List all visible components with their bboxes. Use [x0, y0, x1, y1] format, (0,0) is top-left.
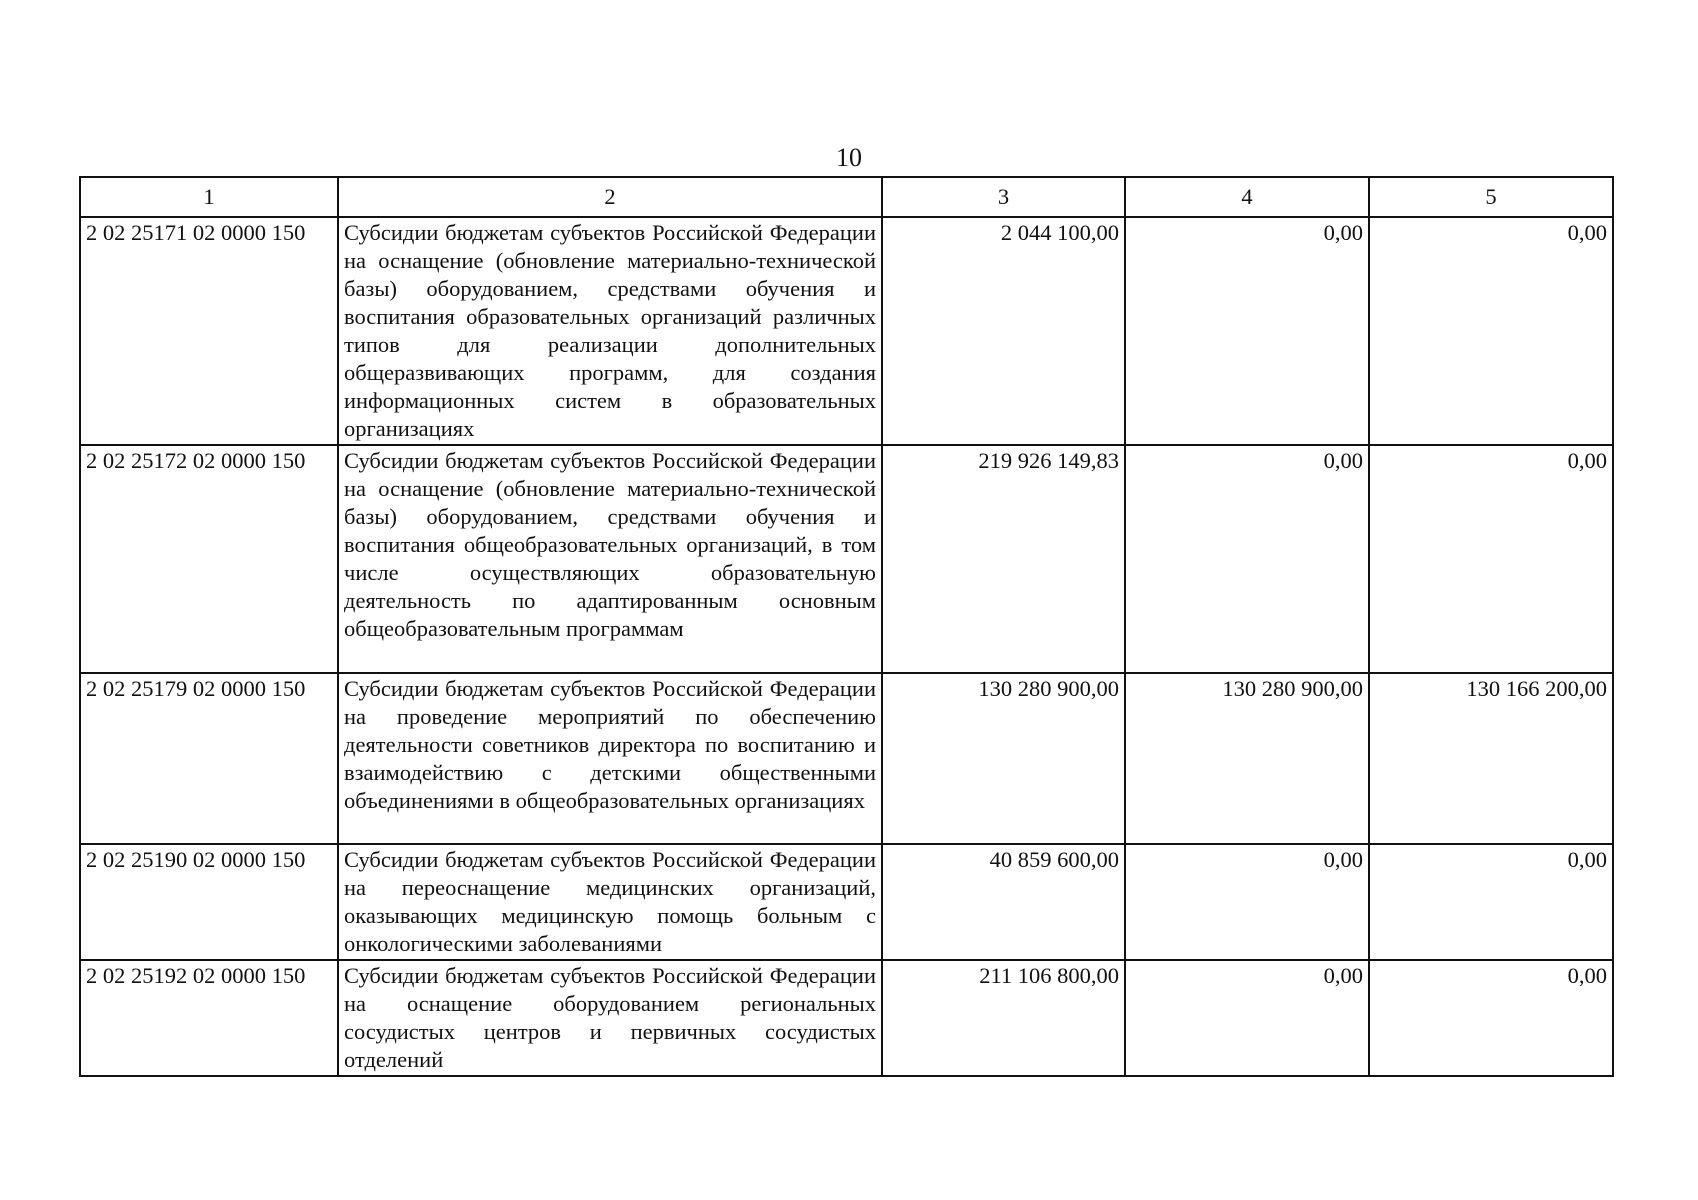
header-row [80, 177, 1613, 217]
table-header [80, 177, 1613, 217]
budget-code-cell: 2 02 25172 02 0000 150 [80, 445, 338, 673]
table-body [80, 217, 1613, 1076]
amount-col-4-cell: 0,00 [1125, 217, 1369, 445]
amount-col-5-cell: 0,00 [1369, 844, 1613, 960]
amount-col-3-cell: 2 044 100,00 [882, 217, 1125, 445]
budget-code-cell: 2 02 25192 02 0000 150 [80, 960, 338, 1076]
amount-col-4-cell: 130 280 900,00 [1125, 673, 1369, 844]
amount-col-5-cell: 130 166 200,00 [1369, 673, 1613, 844]
amount-col-4-cell: 0,00 [1125, 445, 1369, 673]
amount-col-4-cell: 0,00 [1125, 960, 1369, 1076]
amount-col-3-cell: 211 106 800,00 [882, 960, 1125, 1076]
budget-code-cell: 2 02 25190 02 0000 150 [80, 844, 338, 960]
description-cell: Субсидии бюджетам субъектов Российской Федерации на оснащение оборудованием региональных сосудистых центров и первичных сосудистых отделений [338, 960, 882, 1076]
description-cell: Субсидии бюджетам субъектов Российской Федерации на оснащение (обновление материально-технической базы) оборудованием, средствами обучения и воспитания общеобразовательных организаций, в том числе осуществляющих образовательную деятельность по адаптированным основным общеобразовательным программам [338, 445, 882, 673]
amount-col-3-cell: 40 859 600,00 [882, 844, 1125, 960]
header-col-1: 1 [80, 177, 338, 217]
header-col-2: 2 [338, 177, 882, 217]
budget-code-cell: 2 02 25179 02 0000 150 [80, 673, 338, 844]
header-col-5: 5 [1369, 177, 1613, 217]
table-row [80, 844, 1613, 960]
amount-col-5-cell: 0,00 [1369, 960, 1613, 1076]
table-row [80, 960, 1613, 1076]
table-row [80, 217, 1613, 445]
header-col-3: 3 [882, 177, 1125, 217]
header-col-4: 4 [1125, 177, 1369, 217]
amount-col-5-cell: 0,00 [1369, 445, 1613, 673]
amount-col-5-cell: 0,00 [1369, 217, 1613, 445]
description-cell: Субсидии бюджетам субъектов Российской Федерации на переоснащение медицинских организаций, оказывающих медицинскую помощь больным с онкологическими заболеваниями [338, 844, 882, 960]
budget-table [79, 176, 1614, 1077]
budget-code-cell: 2 02 25171 02 0000 150 [80, 217, 338, 445]
description-cell: Субсидии бюджетам субъектов Российской Федерации на проведение мероприятий по обеспечению деятельности советников директора по воспитанию и взаимодействию с детскими общественными объединениями в общеобразовательных организациях [338, 673, 882, 844]
page-number: 10 [836, 143, 862, 172]
amount-col-3-cell: 219 926 149,83 [882, 445, 1125, 673]
table-row [80, 673, 1613, 844]
table-row [80, 445, 1613, 673]
amount-col-4-cell: 0,00 [1125, 844, 1369, 960]
description-cell: Субсидии бюджетам субъектов Российской Федерации на оснащение (обновление материально-технической базы) оборудованием, средствами обучения и воспитания образовательных организаций различных типов для реализации дополнительных общеразвивающих программ, для создания информационных систем в образовательных организациях [338, 217, 882, 445]
amount-col-3-cell: 130 280 900,00 [882, 673, 1125, 844]
